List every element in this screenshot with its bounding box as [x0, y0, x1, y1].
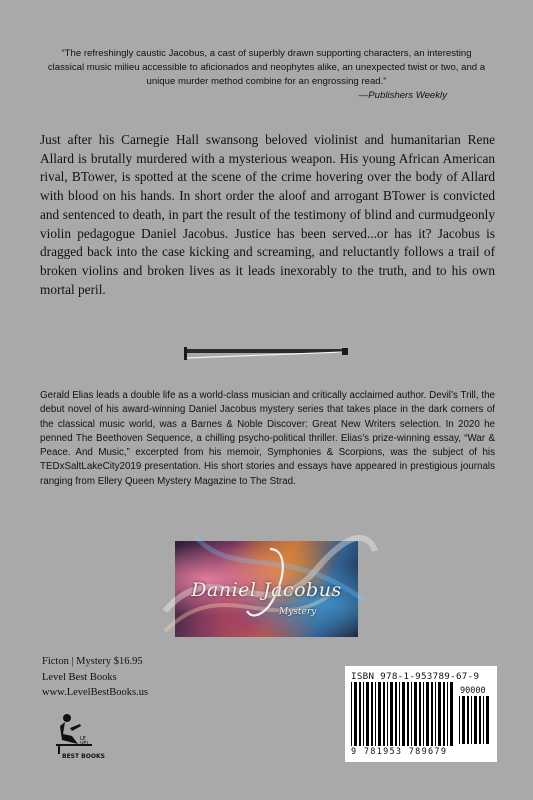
barcode-bar: [479, 696, 481, 744]
barcode-bar: [474, 696, 477, 744]
barcode-bar: [351, 682, 352, 746]
barcode-bar: [462, 696, 465, 744]
barcode-bar: [467, 696, 469, 744]
barcode-bar: [359, 682, 361, 746]
barcode-bar: [411, 682, 412, 746]
svg-text:LE: LE: [80, 736, 86, 742]
barcode-bar: [399, 682, 400, 746]
barcode-bar: [431, 682, 433, 746]
barcode-bar: [443, 682, 445, 746]
barcode-bar: [378, 682, 381, 746]
isbn-barcode: [345, 666, 497, 762]
barcode-bar: [354, 682, 357, 746]
publisher-name: Level Best Books: [42, 671, 117, 683]
publisher-logo-icon: [50, 712, 105, 760]
quote-text: “The refreshingly caustic Jacobus, a cast of superbly drawn supporting characters, an interesting classical music milieu accessible to aficionados and neophytes alike, an unexpected twist or two, and a unique murder method combine for an engrossing read.”: [47, 48, 486, 87]
barcode-bar: [390, 682, 393, 746]
imprint-block: [42, 654, 148, 701]
quote-attribution: [44, 89, 489, 103]
barcode-bar: [402, 682, 405, 746]
barcode-bar: [486, 696, 489, 744]
barcode-bar: [387, 682, 388, 746]
barcode-bar: [375, 682, 376, 746]
barcode-bar: [471, 696, 472, 744]
barcode-bar: [363, 682, 364, 746]
publisher-website: www.LevelBestBooks.us: [42, 687, 149, 698]
series-title: Daniel Jacobus: [191, 579, 342, 601]
barcode-number: 9 781953 789679: [351, 747, 448, 757]
price-code: 90000: [460, 686, 486, 696]
barcode-bar: [426, 682, 429, 746]
barcode-bar: [395, 682, 397, 746]
barcode-bar: [459, 696, 460, 744]
svg-text:BEST BOOKS: BEST BOOKS: [62, 753, 105, 760]
series-subtitle: Mystery: [279, 607, 317, 617]
review-quote: [44, 47, 489, 103]
svg-text:VEL: VEL: [80, 741, 90, 747]
barcode-bar: [414, 682, 417, 746]
attribution-dash: —: [358, 90, 369, 101]
barcode-bar: [371, 682, 373, 746]
barcode-bar: [447, 682, 448, 746]
barcode-bar: [483, 696, 484, 744]
violin-bow-divider: [182, 344, 350, 362]
price-code-bars: [459, 696, 491, 744]
barcode-bar: [419, 682, 421, 746]
attribution-source: Publishers Weekly: [368, 90, 447, 101]
author-bio: Gerald Elias leads a double life as a world-class musician and critically acclaimed author. Devil’s Trill, the debut novel of his award-winning Daniel Jacobus mystery series that takes place in the dark corners of the classical music world, was a Barnes & Noble Discover: Great New Writers selection. In 2020 he penned The Beethoven Sequence, a chilling psycho-political thriller. Elias’s prize-winning essay, “War & Peace. And Music,” excerpted from his memoir, Symphonies & Scorpions, was the subject of his TEDxSaltLakeCity2019 presentation. His short stories and essays have appeared in prestigious journals ranging from Ellery Queen Mystery Magazine to The Strad.: [40, 390, 495, 487]
barcode-bar: [435, 682, 436, 746]
barcode-bar: [423, 682, 424, 746]
barcode-bar: [407, 682, 409, 746]
barcode-bars: [351, 682, 457, 748]
synopsis-text: Just after his Carnegie Hall swansong beloved violinist and humanitarian Rene Allard is brutally murdered with a mysterious weapon. His young African American rival, BTower, is spotted at the scene of the crime hovering over the body of Allard with blood on his hands. In short order the aloof and arrogant BTower is convicted and sentenced to death, in part the result of the testimony of blind and curmudgeonly violin pedagogue Daniel Jacobus. Justice has been served...or has it? Jacobus is dragged back into the case kicking and screaming, and reluctantly follows a trail of broken violins and broken lives as it leads inexorably to the truth, and to his own mortal peril.: [40, 132, 495, 297]
barcode-bar: [383, 682, 385, 746]
genre-price: Ficton | Mystery $16.95: [42, 656, 143, 667]
isbn-label: ISBN 978-1-953789-67-9: [351, 671, 480, 682]
barcode-bar: [450, 682, 453, 746]
barcode-bar: [438, 682, 441, 746]
barcode-bar: [366, 682, 369, 746]
series-logo-image: [175, 541, 358, 637]
